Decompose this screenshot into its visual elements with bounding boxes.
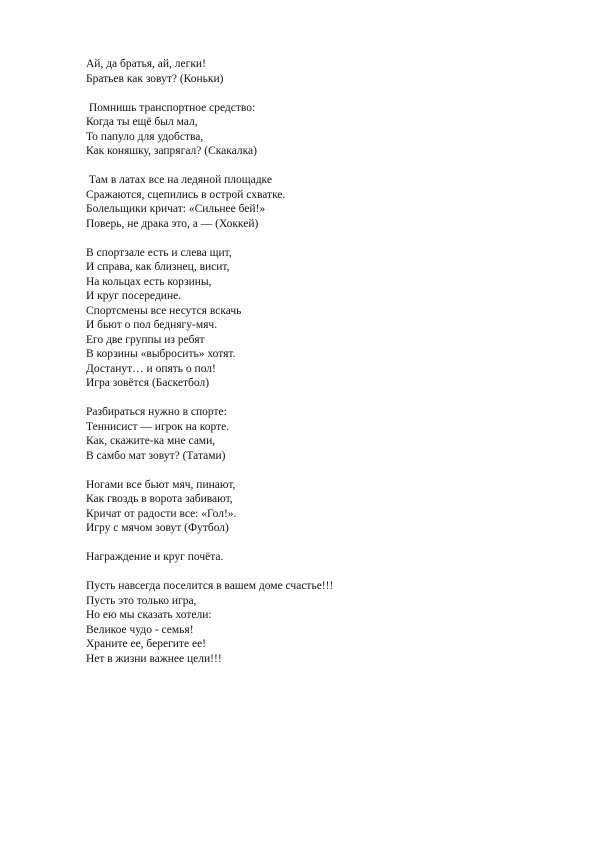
paragraph-spacer bbox=[86, 536, 546, 551]
verse-line: Сражаются, сцепились в острой схватке. bbox=[86, 188, 286, 201]
verse-paragraph bbox=[86, 57, 546, 86]
verse-line: Но ею мы сказать хотели: bbox=[86, 609, 212, 621]
verse-line: Разбираться нужно в спорте: bbox=[86, 406, 227, 418]
verse-paragraph bbox=[86, 405, 546, 463]
paragraph-spacer bbox=[86, 159, 546, 174]
verse-line: Ногами все бьют мяч, пинают, bbox=[86, 478, 236, 491]
verse-line: Великое чудо - семья! bbox=[86, 623, 194, 636]
paragraph-spacer bbox=[86, 231, 546, 246]
verse-line: Как гвоздь в ворота забивают, bbox=[86, 493, 233, 505]
verse-line: И бьют о пол беднягу-мяч. bbox=[86, 319, 218, 331]
verse-line: Пусть навсегда поселится в вашем доме счастье!!! bbox=[86, 580, 334, 592]
paragraph-spacer bbox=[86, 86, 546, 101]
verse-paragraph bbox=[86, 101, 546, 159]
verse-line: Как коняшку, запрягал? (Скакалка) bbox=[86, 145, 257, 157]
verse-line: Пусть это только игра, bbox=[86, 594, 197, 607]
verse-line: И круг посередине. bbox=[86, 290, 182, 302]
verse-paragraph bbox=[86, 579, 546, 666]
document-body bbox=[86, 57, 546, 666]
verse-paragraph bbox=[86, 478, 546, 536]
verse-line: Ай, да братья, ай, легки! bbox=[86, 58, 206, 70]
verse-line: Игру с мячом зовут (Футбол) bbox=[86, 522, 229, 534]
verse-line: Когда ты ещё был мал, bbox=[86, 116, 198, 128]
verse-line: Спортсмены все несутся вскачь bbox=[86, 304, 242, 317]
paragraph-spacer bbox=[86, 391, 546, 406]
verse-line: Достанут… и опять о пол! bbox=[86, 362, 216, 375]
verse-line: На кольцах есть корзины, bbox=[86, 275, 212, 288]
paragraph-spacer bbox=[86, 463, 546, 478]
verse-line: Поверь, не драка это, а — (Хоккей) bbox=[86, 217, 259, 230]
verse-paragraph bbox=[86, 550, 546, 565]
verse-line: Игра зовётся (Баскетбол) bbox=[86, 377, 210, 389]
verse-line: Нет в жизни важнее цели!!! bbox=[86, 652, 222, 665]
verse-line: Болельщики кричат: «Сильнее бей!» bbox=[86, 203, 266, 215]
verse-line: Храните ее, берегите ее! bbox=[86, 638, 207, 650]
verse-line: Там в латах все на ледяной площадке bbox=[86, 174, 272, 186]
verse-paragraph bbox=[86, 246, 546, 391]
verse-line: Награждение и круг почёта. bbox=[86, 551, 224, 563]
paragraph-spacer bbox=[86, 565, 546, 580]
verse-line: В корзины «выбросить» хотят. bbox=[86, 348, 236, 360]
verse-paragraph bbox=[86, 173, 546, 231]
verse-line: В спортзале есть и слева щит, bbox=[86, 246, 232, 259]
verse-line: Помнишь транспортное средство: bbox=[86, 101, 256, 114]
verse-line: И справа, как близнец, висит, bbox=[86, 261, 230, 273]
verse-line: Братьев как зовут? (Коньки) bbox=[86, 72, 224, 85]
verse-line: Кричат от радости все: «Гол!». bbox=[86, 507, 237, 520]
verse-line: Как, скажите-ка мне сами, bbox=[86, 435, 216, 447]
verse-line: Его две группы из ребят bbox=[86, 333, 205, 346]
verse-line: Теннисист — игрок на корте. bbox=[86, 420, 230, 433]
verse-line: То папуло для удобства, bbox=[86, 130, 204, 143]
verse-line: В самбо мат зовут? (Татами) bbox=[86, 449, 226, 462]
